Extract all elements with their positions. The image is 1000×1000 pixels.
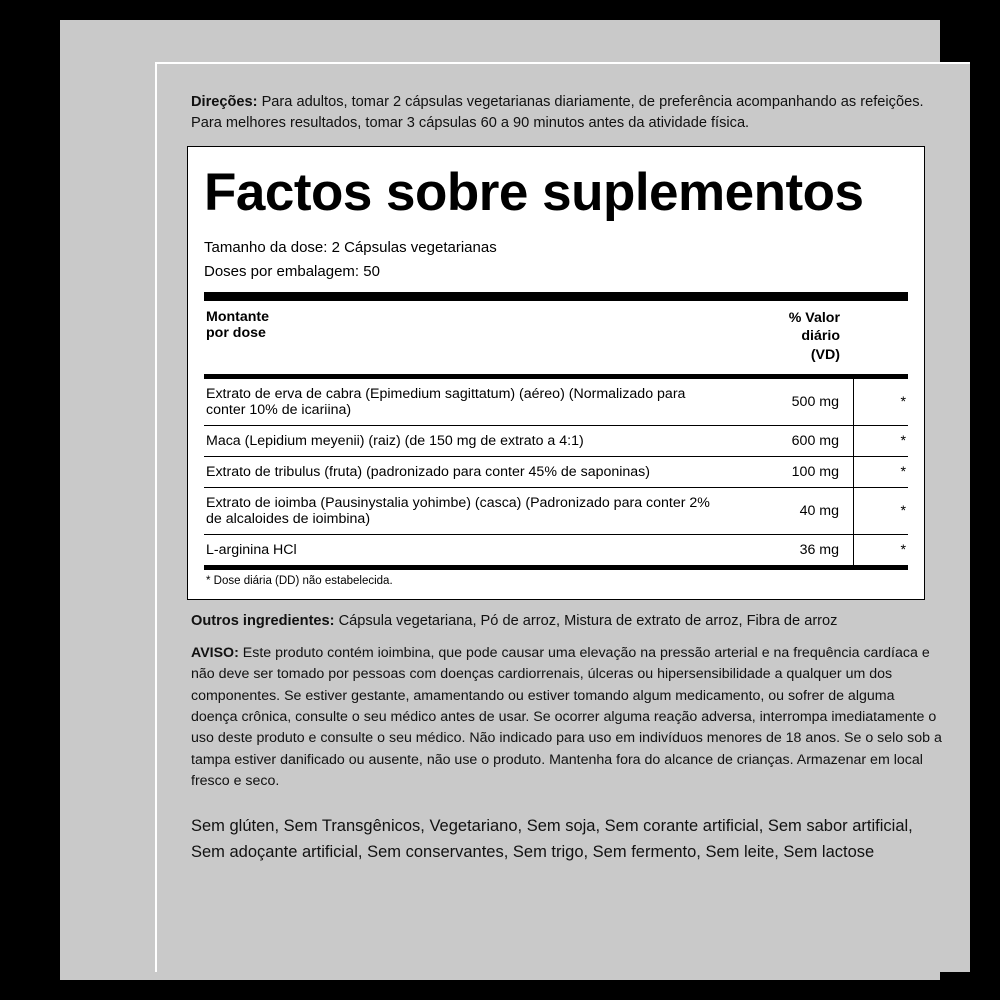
ingredient-amount: 36 mg	[727, 535, 854, 566]
header-amount-cell	[204, 301, 728, 374]
ingredient-dv: *	[854, 488, 909, 535]
header-amount-line2: por dose	[206, 324, 266, 341]
divider-thick-top	[204, 292, 908, 301]
table-row	[204, 426, 908, 457]
panel-title: Factos sobre suplementos	[204, 163, 864, 223]
ingredient-name: Maca (Lepidium meyenii) (raiz) (de 150 mg de extrato a 4:1)	[204, 426, 727, 457]
ingredient-name: Extrato de tribulus (fruta) (padronizado para conter 45% de saponinas)	[204, 457, 727, 488]
directions-label: Direções:	[191, 94, 258, 110]
other-ingredients-text: Cápsula vegetariana, Pó de arroz, Mistura de extrato de arroz, Fibra de arroz	[334, 613, 838, 630]
servings-per-container: Doses por embalagem: 50	[204, 263, 380, 281]
table-header-row	[204, 301, 908, 374]
directions-paragraph	[191, 92, 942, 134]
table-row	[204, 379, 908, 426]
claims-block	[191, 814, 942, 865]
supplement-label-inner	[155, 62, 970, 972]
warning-label: AVISO:	[191, 645, 239, 662]
claims-line-2: Sem adoçante artificial, Sem conservantes, Sem trigo, Sem fermento, Sem leite, Sem lactose	[191, 842, 875, 861]
ingredient-dv: *	[854, 426, 909, 457]
header-amount-line1: Montante	[206, 308, 270, 325]
serving-size: Tamanho da dose: 2 Cápsulas vegetarianas	[204, 238, 497, 256]
ingredient-name: L-arginina HCl	[204, 535, 727, 566]
table-row	[204, 535, 908, 566]
ingredient-amount: 500 mg	[791, 394, 839, 411]
ingredient-dv: *	[854, 457, 909, 488]
supplement-label-outer	[60, 20, 940, 980]
ingredient-amount: 40 mg	[727, 488, 854, 535]
claims-line-1: Sem glúten, Sem Transgênicos, Vegetariano, Sem soja, Sem corante artificial, Sem sabor artificial,	[191, 817, 913, 836]
header-dv-line2: diário	[801, 328, 840, 345]
table-row	[204, 457, 908, 488]
supplement-facts-panel	[187, 146, 925, 600]
ingredient-dv: *	[854, 379, 909, 426]
table-row	[204, 488, 908, 535]
header-dv-line3: (VD)	[810, 346, 840, 363]
directions-text: Para adultos, tomar 2 cápsulas vegetarianas diariamente, de preferência acompanhando as refeições. Para melhores resultados, tomar 3 cápsulas 60 a 90 minutos antes da atividade física.	[191, 94, 924, 132]
ingredient-name: Extrato de ioimba (Pausinystalia yohimbe) (casca) (Padronizado para conter 2% de alcaloides de ioimbina)	[204, 488, 727, 535]
ingredients-table	[204, 379, 908, 565]
ingredient-amount: 100 mg	[727, 457, 854, 488]
supplement-facts-table	[204, 301, 908, 374]
other-ingredients-label: Outros ingredientes:	[191, 613, 335, 630]
warning-text: Este produto contém ioimbina, que pode causar uma elevação na pressão arterial e na frequência cardíaca e não deve ser tomado por pessoas com doenças cardiorrenais, úlceras ou hipersensibilidade a qualquer um dos componentes. Se estiver gestante, amamentando ou estiver tomando algum medicamento, ou sofrer de alguma doença crônica, consulte o seu médico antes de usar. Se ocorrer alguma reação adversa, interrompa imediatamente o uso deste produto e consulte o seu médico. Não indicado para uso em indivíduos menores de 18 anos. Se o selo sob a tampa estiver danificado ou ausente, não use o produto. Mantenha fora do alcance de crianças. Armazenar em local fresco e seco.	[191, 645, 942, 789]
ingredient-dv: *	[854, 535, 909, 566]
warning-paragraph	[191, 643, 942, 792]
header-dv-line1: % Valor	[788, 309, 840, 326]
daily-value-footnote: * Dose diária (DD) não estabelecida.	[206, 575, 393, 588]
header-spacer-cell	[854, 301, 908, 374]
header-dv-cell	[728, 301, 854, 374]
ingredient-name: Extrato de erva de cabra (Epimedium sagittatum) (aéreo) (Normalizado para conter 10% de icariina)	[206, 386, 686, 419]
other-ingredients-paragraph	[191, 611, 942, 632]
ingredient-amount: 600 mg	[727, 426, 854, 457]
